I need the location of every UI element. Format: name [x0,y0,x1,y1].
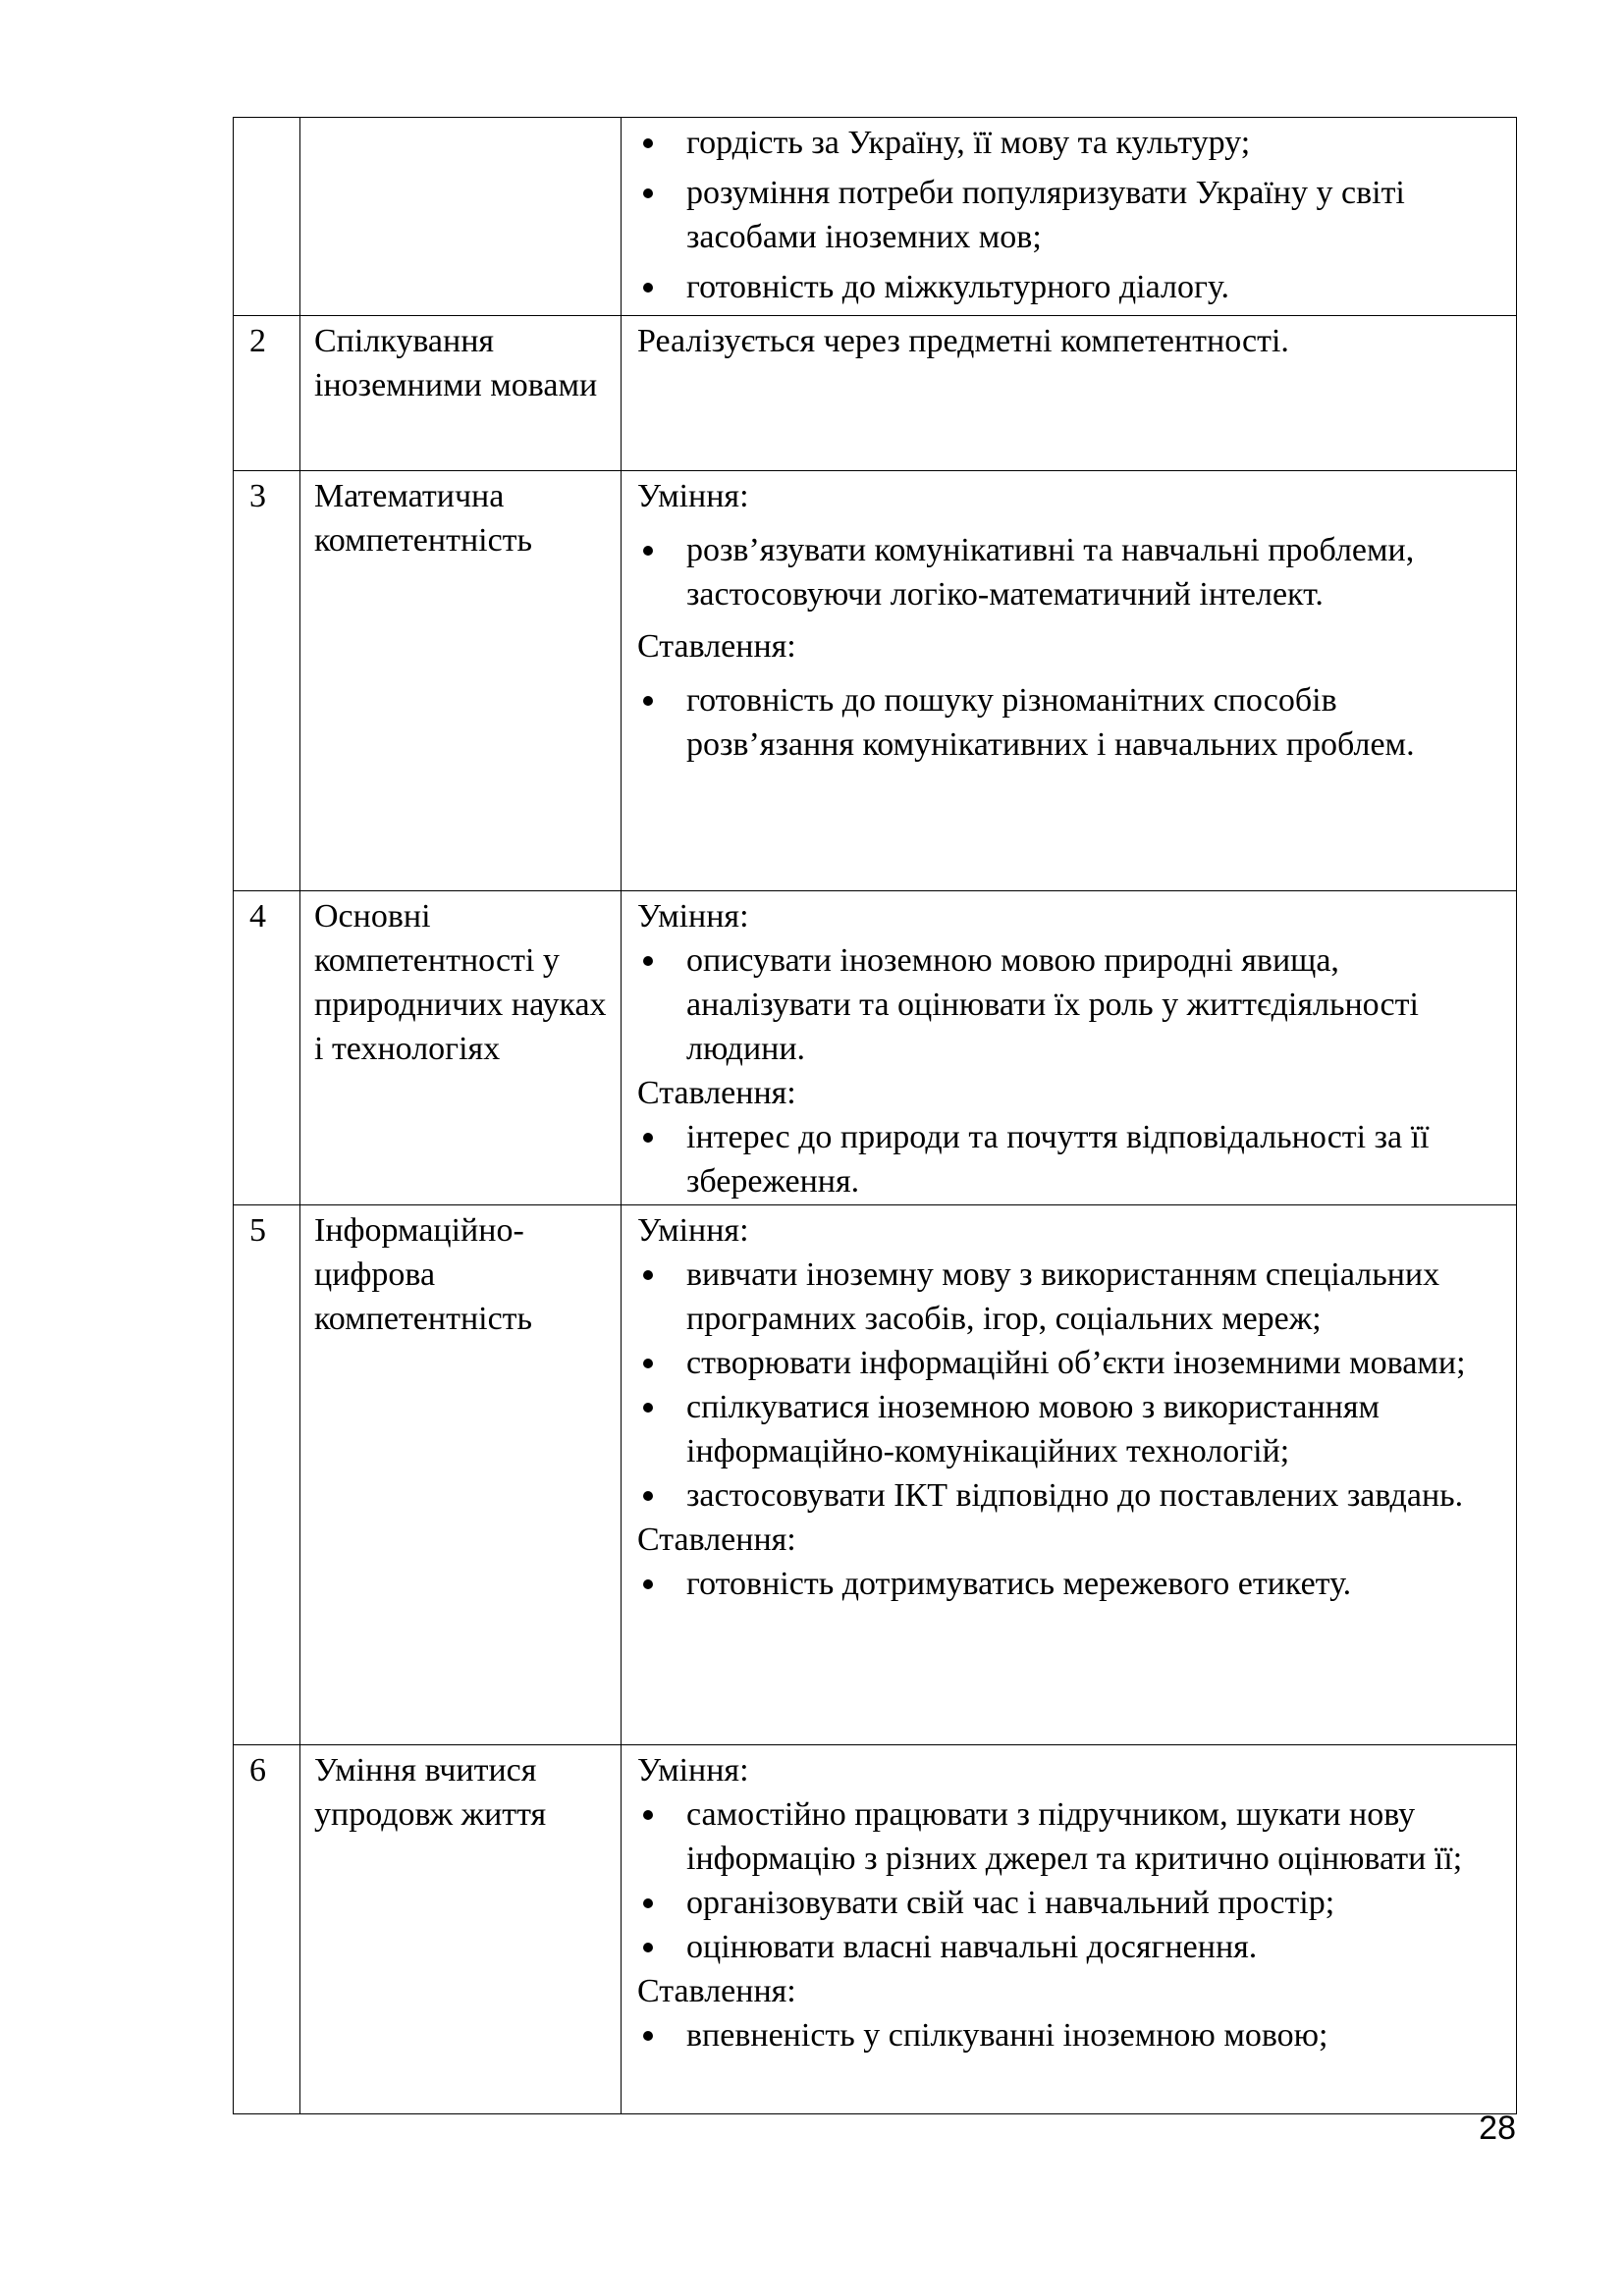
list-item: гордість за Україну, її мову та культуру; [637,121,1510,165]
competency-name: Уміння вчитися упродовж життя [300,1745,622,2114]
row-number [234,118,300,316]
attitudes-label: Ставлення: [637,1973,796,2009]
bullet-list [637,528,1510,616]
bullet-list [637,678,1510,767]
list-item: застосовувати ІКТ відповідно до поставлених завдань. [637,1473,1510,1518]
skills-label: Уміння: [637,1752,749,1789]
attitudes-label: Ставлення: [637,628,796,665]
list-item: готовність дотримуватись мережевого етикету. [637,1562,1510,1606]
competency-description [622,1745,1517,2114]
competency-description [622,316,1517,471]
list-item: розв’язувати комунікативні та навчальні проблеми, застосовуючи логіко-математичний інтелект. [637,528,1510,616]
list-item: спілкуватися іноземною мовою з використанням інформаційно-комунікаційних технологій; [637,1385,1510,1473]
table-row [234,1745,1517,2114]
bullet-list [637,1792,1510,1969]
bullet-list [637,121,1510,309]
list-item: інтерес до природи та почуття відповідальності за її збереження. [637,1115,1510,1203]
row-number: 2 [234,316,300,471]
attitudes-label: Ставлення: [637,1075,796,1111]
competency-description [622,118,1517,316]
bullet-list [637,2013,1510,2057]
competencies-table [233,117,1517,2114]
competency-name: Інформаційно-цифрова компетентність [300,1205,622,1745]
list-item: описувати іноземною мовою природні явища, аналізувати та оцінювати їх роль у життєдіяльності людини. [637,938,1510,1071]
table-row [234,1205,1517,1745]
page-number: 28 [1479,2109,1516,2147]
list-item: розуміння потреби популяризувати Україну у світі засобами іноземних мов; [637,171,1510,259]
competency-name: Математична компетентність [300,471,622,891]
bullet-list [637,1253,1510,1518]
row-number: 4 [234,891,300,1205]
competency-description [622,891,1517,1205]
skills-label: Уміння: [637,478,749,514]
competency-name: Основні компетентності у природничих науках і технологіях [300,891,622,1205]
competency-description [622,471,1517,891]
row-number: 6 [234,1745,300,2114]
competency-description [622,1205,1517,1745]
list-item: вивчати іноземну мову з використанням спеціальних програмних засобів, ігор, соціальних мереж; [637,1253,1510,1341]
table-row [234,891,1517,1205]
attitudes-label: Ставлення: [637,1522,796,1558]
description-text: Реалізується через предметні компетентності. [637,323,1289,359]
list-item: самостійно працювати з підручником, шукати нову інформацію з різних джерел та критично оцінювати її; [637,1792,1510,1881]
competency-name: Спілкування іноземними мовами [300,316,622,471]
bullet-list [637,1115,1510,1203]
competency-name [300,118,622,316]
bullet-list [637,1562,1510,1606]
table-row [234,316,1517,471]
list-item: організовувати свій час і навчальний простір; [637,1881,1510,1925]
table-row [234,118,1517,316]
row-number: 3 [234,471,300,891]
list-item: готовність до міжкультурного діалогу. [637,265,1510,309]
table-row [234,471,1517,891]
list-item: оцінювати власні навчальні досягнення. [637,1925,1510,1969]
list-item: готовність до пошуку різноманітних способів розв’язання комунікативних і навчальних проблем. [637,678,1510,767]
row-number: 5 [234,1205,300,1745]
list-item: створювати інформаційні об’єкти іноземними мовами; [637,1341,1510,1385]
list-item: впевненість у спілкуванні іноземною мовою; [637,2013,1510,2057]
skills-label: Уміння: [637,898,749,934]
skills-label: Уміння: [637,1212,749,1249]
bullet-list [637,938,1510,1071]
